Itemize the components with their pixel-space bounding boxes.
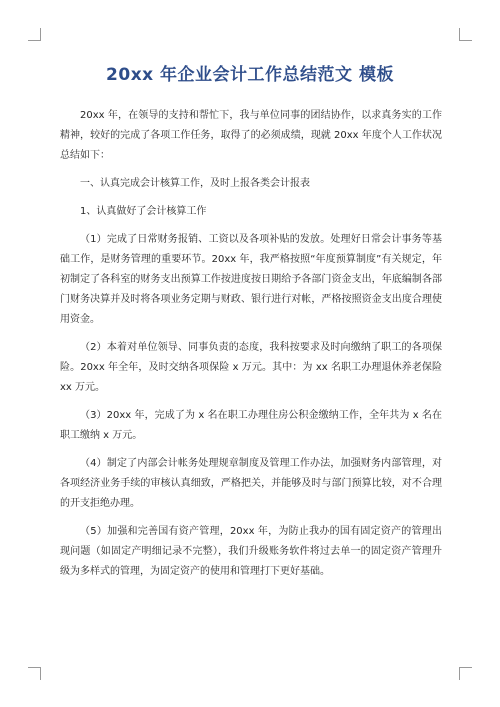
paragraph-item-5: （5）加强和完善国有资产管理，20xx 年，为防止我办的国有固定资产的管理出现问题（如固定产明细记录不完整），我们升级账务软件将过去单一的固定资产管理升级为多样式的管理，为固定资产的使用和管理打下更好基础。: [60, 526, 442, 577]
paragraph-item-2: （2）本着对单位领导、同事负责的态度，我科按要求及时向缴纳了职工的各项保险。20xx 年全年，及时交纳各项保险 x 万元。其中：为 xx 名职工办理退休养老保险 xx 万元。: [60, 342, 442, 393]
paragraph-item-3: （3）20xx 年，完成了为 x 名在职工办理住房公积金缴纳工作，全年共为 x 名在职工缴纳 x 万元。: [60, 410, 442, 441]
document-body: [60, 106, 442, 590]
crop-mark-bottom-left: [28, 667, 41, 680]
section-heading: 一、认真完成会计核算工作，及时上报各类会计报表: [80, 178, 310, 189]
paragraph-item-1: （1）完成了日常财务报销、工资以及各项补贴的发放。处理好日常会计事务等基础工作，是财务管理的重要环节。20xx 年，我严格按照“年度预算制度”有关规定，年初制定了各科室的财务支出预算工作按进度按日期给予各部门资金支出，年底编制各部门财务决算并及时将各项业务定期与财政、银行进行对帐，严格按照资金支出度合理使用资金。: [60, 234, 442, 325]
subsection-heading: 1、认真做好了会计核算工作: [80, 206, 207, 217]
crop-mark-top-right: [459, 28, 472, 41]
document-title: 20xx 年企业会计工作总结范文 模板: [106, 65, 394, 85]
paragraph-item-4: （4）制定了内部会计帐务处理规章制度及管理工作办法，加强财务内部管理，对各项经济业务手续的审核认真细致，严格把关，并能够及时与部门预算比较，对不合理的开支拒绝办理。: [60, 458, 442, 509]
crop-mark-top-left: [28, 28, 41, 41]
intro-paragraph: 20xx 年，在领导的支持和帮忙下，我与单位同事的团结协作，以求真务实的工作精神，较好的完成了各项工作任务，取得了的必须成绩，现就 20xx 年度个人工作状况总结如下：: [60, 110, 442, 161]
crop-mark-bottom-right: [459, 667, 472, 680]
